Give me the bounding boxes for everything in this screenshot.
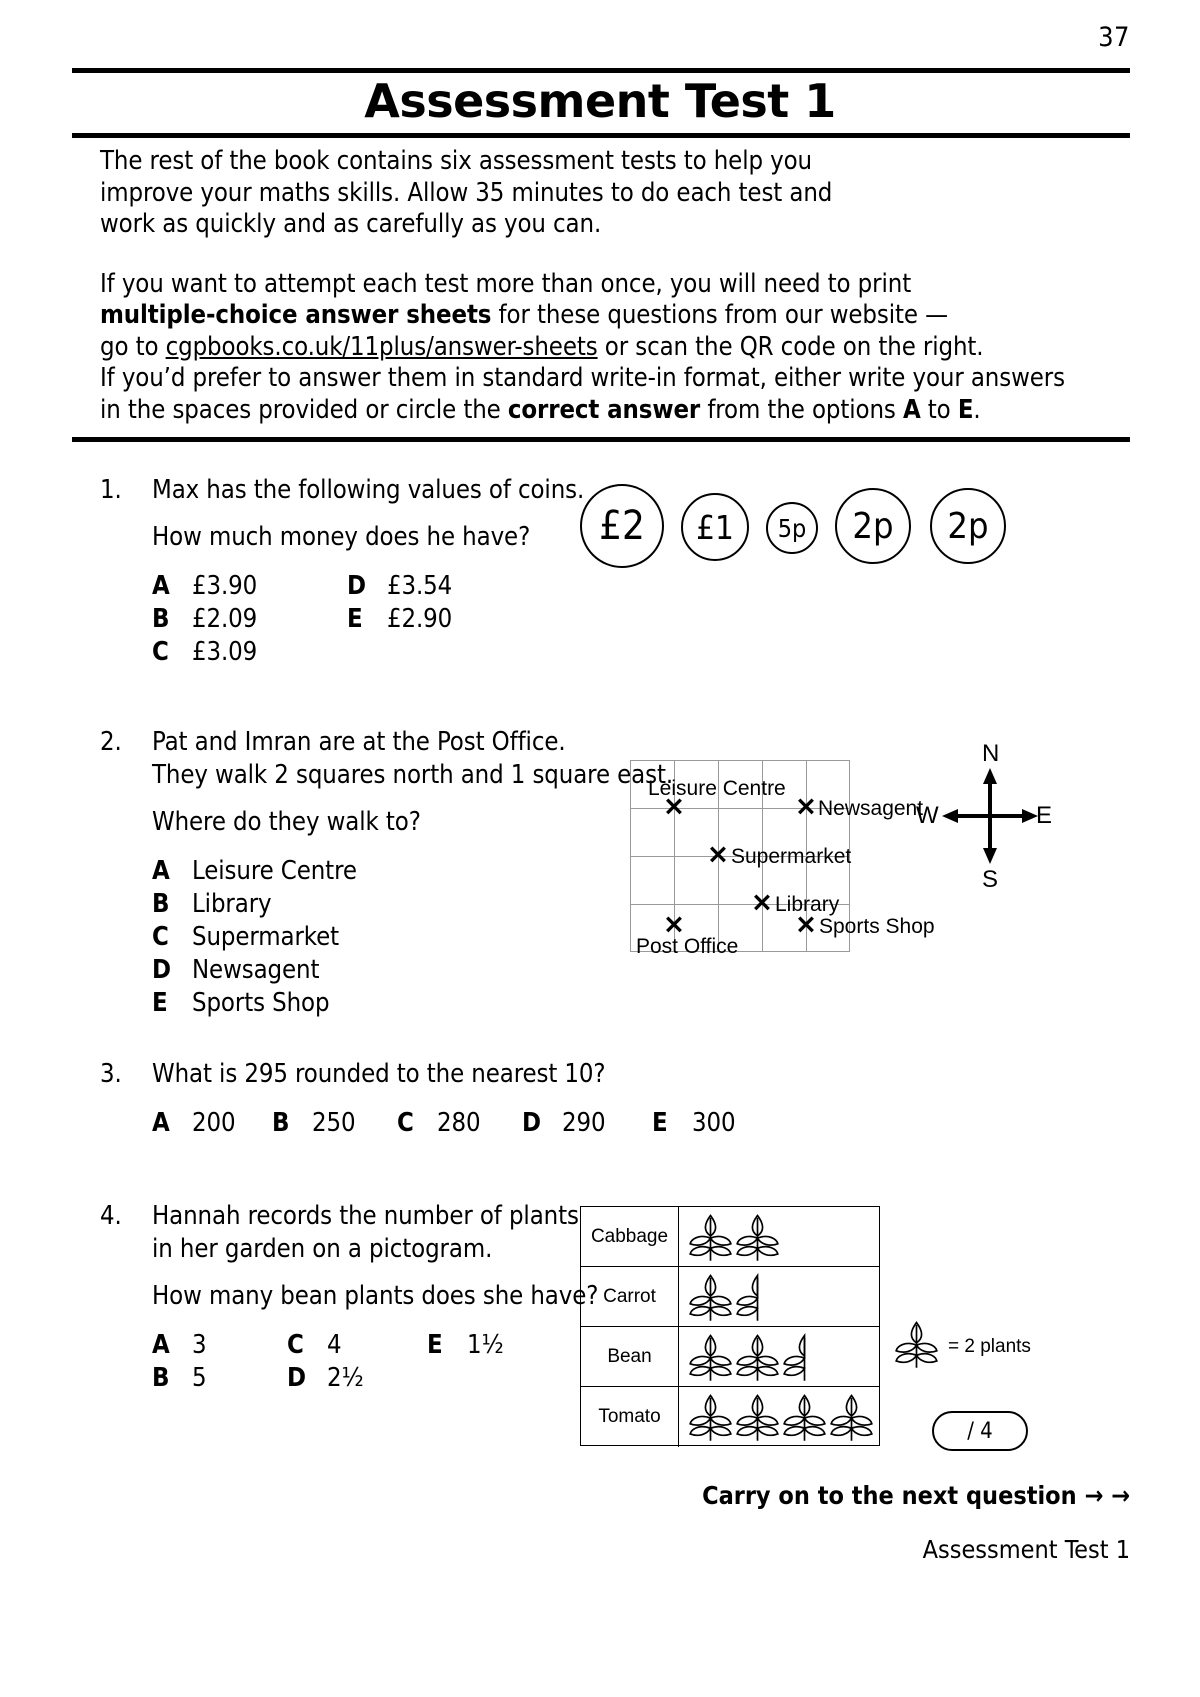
footer-label: Assessment Test 1 [922, 1535, 1130, 1564]
option-row [152, 1362, 570, 1395]
map-label-sports-shop: Sports Shop [819, 915, 935, 938]
question-4-number: 4. [100, 1201, 122, 1231]
plant-icon [687, 1271, 734, 1323]
map-diagram [630, 760, 935, 958]
intro-paragraph-gap [100, 241, 1110, 269]
option-row [152, 603, 600, 636]
question-2-number: 2. [100, 727, 122, 757]
pictogram-row-label: Bean [581, 1327, 679, 1386]
plant-icon [687, 1331, 734, 1383]
plant-icon [893, 1318, 940, 1370]
option-d[interactable] [152, 954, 640, 987]
option-b[interactable] [152, 603, 347, 636]
answer-sheets-rest: for these questions from our website — [491, 300, 948, 330]
marks-box: / 4 [932, 1411, 1028, 1451]
compass-west-label: W [916, 802, 939, 829]
half-plant-icon [781, 1331, 828, 1383]
option-a-value: Leisure Centre [192, 856, 357, 886]
option-d-letter: D [347, 571, 366, 601]
option-d-value: 2½ [327, 1363, 364, 1393]
map-label-supermarket: Supermarket [731, 845, 852, 868]
pictogram-row-label: Cabbage [581, 1207, 679, 1266]
option-a[interactable] [152, 1329, 287, 1362]
question-2-options [152, 855, 640, 1020]
map-label-newsagent: Newsagent [818, 797, 924, 820]
map-marker-newsagent: ✕ [795, 793, 817, 822]
option-a-letter: A [152, 571, 170, 601]
option-d[interactable] [347, 570, 452, 603]
question-2-line-3: Where do they walk to? [152, 807, 421, 837]
option-d-value: Newsagent [192, 955, 320, 985]
pictogram-row [581, 1387, 879, 1447]
intro-line-3: work as quickly and as carefully as you can. [100, 209, 602, 239]
option-a-letter: A [152, 1108, 170, 1138]
question-3-options [152, 1107, 900, 1140]
option-row [152, 570, 600, 603]
option-c-value: £3.09 [192, 637, 258, 667]
plant-icon [687, 1391, 734, 1443]
map-marker-post-office: ✕ [663, 911, 685, 940]
option-c[interactable] [152, 636, 347, 669]
option-a-value: 200 [192, 1108, 236, 1138]
plant-icon [893, 1318, 940, 1375]
option-e[interactable] [427, 1329, 504, 1362]
pictogram-table [580, 1206, 880, 1446]
option-d[interactable] [522, 1107, 652, 1140]
option-e-value: 300 [692, 1108, 736, 1138]
answer-sheets-emphasis: multiple-choice answer sheets [100, 300, 492, 330]
question-2-line-2: They walk 2 squares north and 1 square east. [152, 760, 674, 790]
option-e-letter: E [427, 1330, 443, 1360]
pictogram-key [893, 1318, 1031, 1375]
option-c-value: Supermarket [192, 922, 339, 952]
option-b-letter: B [152, 1363, 170, 1393]
intro-line-2: improve your maths skills. Allow 35 minutes to do each test and [100, 177, 833, 208]
option-c-value: 4 [327, 1330, 342, 1360]
intro-line-5 [100, 300, 1110, 332]
question-4-line-1: Hannah records the number of plants [152, 1201, 579, 1231]
option-a-letter: A [152, 856, 170, 886]
option-c[interactable] [397, 1107, 522, 1140]
option-d-letter: D [287, 1363, 306, 1393]
question-4-line-3: How many bean plants does she have? [152, 1281, 599, 1311]
pictogram-key-text: = 2 plants [948, 1335, 1031, 1357]
coin-3: 5p [766, 502, 818, 554]
page-title: Assessment Test 1 [364, 74, 836, 128]
option-b[interactable] [152, 888, 640, 921]
option-a-letter: A [152, 1330, 170, 1360]
option-e[interactable] [347, 603, 452, 636]
option-b-value: Library [192, 889, 272, 919]
correct-answer-emphasis: correct answer [507, 394, 701, 425]
option-a-ref: A [902, 394, 921, 425]
compass-east-label: E [1036, 802, 1053, 829]
pictogram-row-label: Carrot [581, 1267, 679, 1326]
option-b-letter: B [152, 889, 170, 919]
divider-under-title [72, 133, 1130, 138]
question-1 [100, 474, 600, 669]
pictogram-row-symbols [679, 1207, 879, 1266]
divider-top [72, 68, 1130, 73]
answer-sheets-link[interactable]: cgpbooks.co.uk/11plus/answer-sheets [165, 331, 598, 362]
coins-illustration [580, 484, 1030, 574]
plant-icon [828, 1391, 875, 1443]
option-e-value: 1½ [467, 1330, 504, 1360]
question-4 [100, 1200, 599, 1395]
plant-icon [734, 1391, 781, 1443]
map-marker-sports-shop: ✕ [795, 911, 817, 940]
page-number: 37 [1098, 22, 1130, 53]
options-mid: from the options [700, 394, 903, 425]
divider-above-questions [72, 437, 1130, 442]
circle-prefix: in the spaces provided or circle the [100, 394, 508, 425]
option-c-letter: C [152, 922, 169, 952]
option-c[interactable] [152, 921, 640, 954]
intro-line-7: If you’d prefer to answer them in standard write-in format, either write your answers [100, 363, 1065, 393]
option-b[interactable] [152, 1362, 287, 1395]
coin-1: £2 [580, 484, 664, 568]
goto-prefix: go to [100, 331, 166, 362]
map-marker-supermarket: ✕ [707, 841, 729, 870]
pictogram-row [581, 1207, 879, 1267]
option-e-value: Sports Shop [192, 988, 330, 1018]
coin-2: £1 [681, 493, 749, 561]
option-e[interactable] [152, 987, 640, 1020]
half-plant-icon [734, 1271, 781, 1323]
map-label-leisure-centre: Leisure Centre [648, 777, 786, 800]
plant-icon [734, 1211, 781, 1263]
option-b[interactable] [272, 1107, 397, 1140]
question-3 [100, 1058, 900, 1140]
map-marker-leisure-centre: ✕ [663, 793, 685, 822]
option-e-ref: E [957, 394, 974, 425]
option-e-value: £2.90 [387, 604, 453, 634]
carry-on-note: Carry on to the next question → → [702, 1481, 1130, 1510]
option-a-value: 3 [192, 1330, 207, 1360]
intro-line-4: If you want to attempt each test more than once, you will need to print [100, 268, 912, 299]
option-b-letter: B [152, 604, 170, 634]
pictogram-row-symbols [679, 1327, 879, 1386]
map-label-post-office: Post Office [636, 935, 739, 958]
option-c-letter: C [152, 637, 169, 667]
option-b-value: £2.09 [192, 604, 258, 634]
question-3-number: 3. [100, 1059, 122, 1089]
question-3-line-1: What is 295 rounded to the nearest 10? [152, 1059, 606, 1089]
coin-5: 2p [930, 488, 1006, 564]
question-1-options [152, 570, 600, 669]
option-d[interactable] [287, 1362, 427, 1395]
intro-line-6 [100, 332, 1110, 364]
plant-icon [687, 1211, 734, 1263]
option-row [152, 1329, 570, 1362]
coin-4: 2p [835, 488, 911, 564]
question-4-line-2: in her garden on a pictogram. [152, 1234, 493, 1264]
compass-north-label: N [982, 740, 1000, 767]
option-c-letter: C [397, 1108, 414, 1138]
option-d-value: £3.54 [387, 571, 453, 601]
option-a[interactable] [152, 855, 640, 888]
options-to: to [920, 394, 958, 425]
question-2-line-1: Pat and Imran are at the Post Office. [152, 727, 566, 757]
option-row [152, 636, 600, 669]
question-2 [100, 726, 674, 1020]
option-d-letter: D [152, 955, 171, 985]
question-1-line-1: Max has the following values of coins. [152, 475, 585, 505]
option-b-letter: B [272, 1108, 290, 1138]
option-e[interactable] [652, 1107, 735, 1140]
pictogram-row [581, 1327, 879, 1387]
pictogram-row-symbols [679, 1267, 879, 1326]
intro-text [100, 146, 1110, 426]
option-e-letter: E [152, 988, 168, 1018]
plant-icon [734, 1331, 781, 1383]
plant-icon [781, 1391, 828, 1443]
question-4-options [152, 1329, 570, 1395]
map-marker-library: ✕ [751, 889, 773, 918]
option-b-value: 250 [312, 1108, 356, 1138]
intro-line-1: The rest of the book contains six assessment tests to help you [100, 146, 812, 176]
pictogram-row-label: Tomato [581, 1387, 679, 1447]
option-d-letter: D [522, 1108, 541, 1138]
option-e-letter: E [347, 604, 363, 634]
option-c-value: 280 [437, 1108, 481, 1138]
pictogram-row-symbols [679, 1387, 879, 1447]
goto-suffix: or scan the QR code on the right. [597, 331, 984, 362]
option-d-value: 290 [562, 1108, 606, 1138]
compass-arrows-icon [930, 752, 1053, 882]
question-1-number: 1. [100, 475, 122, 505]
intro-line-8 [100, 395, 1110, 427]
option-row [152, 1107, 900, 1140]
option-b-value: 5 [192, 1363, 207, 1393]
map-label-library: Library [775, 893, 840, 916]
compass-rose [916, 740, 1053, 893]
option-c-letter: C [287, 1330, 304, 1360]
question-1-line-2: How much money does he have? [152, 522, 531, 552]
option-c[interactable] [287, 1329, 427, 1362]
option-e-letter: E [652, 1108, 668, 1138]
pictogram-row [581, 1267, 879, 1327]
option-a[interactable] [152, 1107, 272, 1140]
options-period: . [973, 394, 981, 425]
option-a[interactable] [152, 570, 347, 603]
compass-south-label: S [982, 866, 999, 893]
option-a-value: £3.90 [192, 571, 258, 601]
